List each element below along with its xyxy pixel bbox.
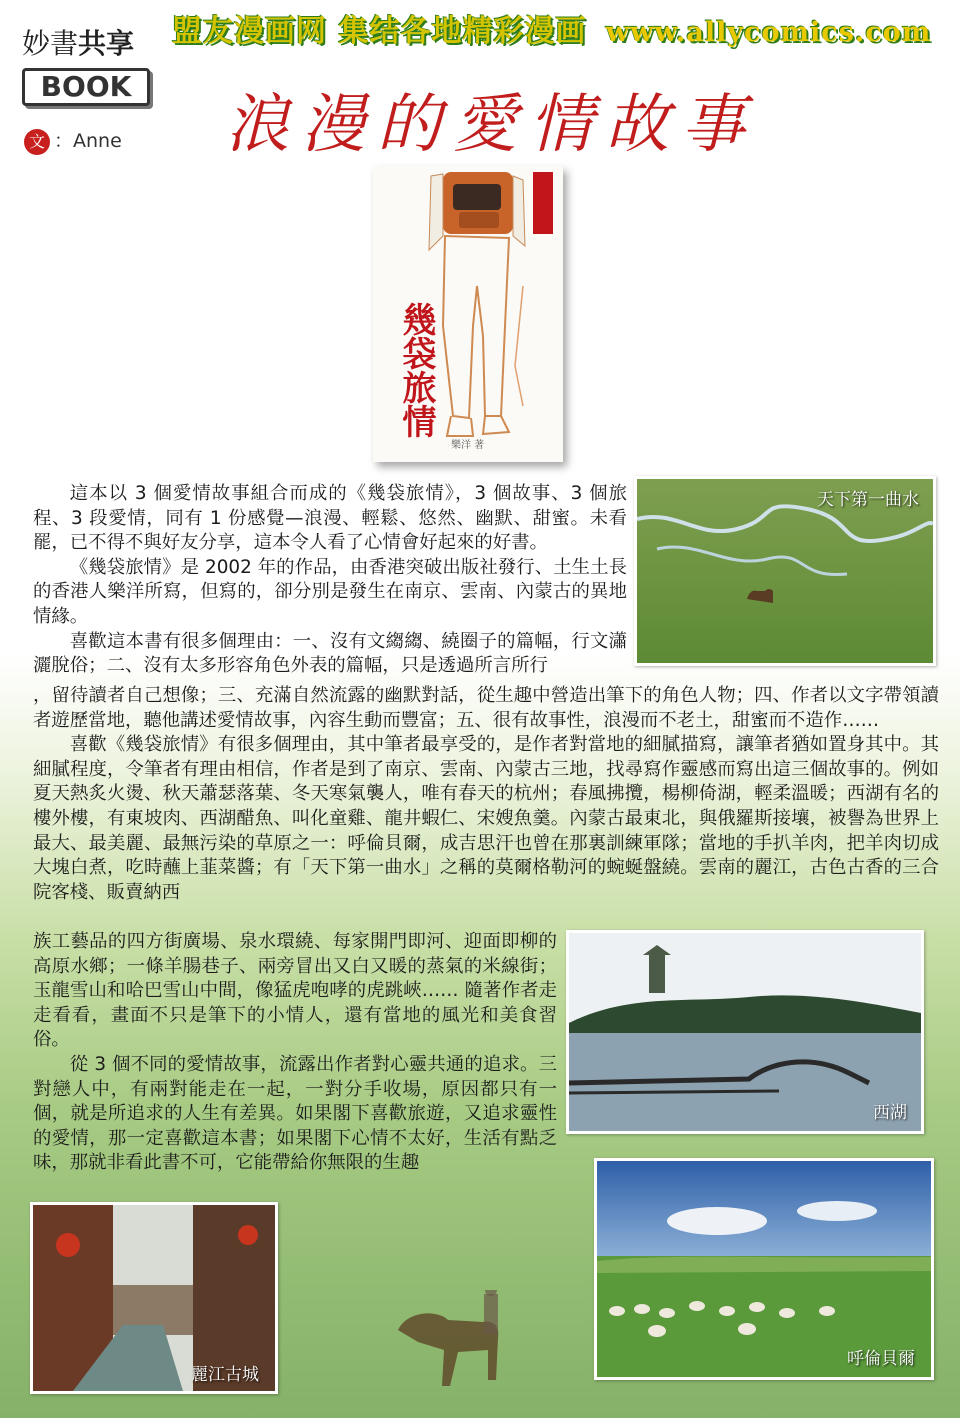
cover-author: 樂洋 著: [451, 440, 485, 451]
photo-westlake: [566, 930, 924, 1134]
paragraph: 喜歡這本書有很多個理由：一、沒有文縐縐、繞圈子的篇幅，行文瀟灑脫俗；二、沒有太多形容角色外表的篇幅，只是透過所言所行: [33, 630, 627, 677]
photo-hulunbuir: [594, 1158, 934, 1380]
book-cover: [373, 166, 563, 462]
paragraph: 《幾袋旅情》是 2002 年的作品，由香港突破出版社發行、土生土長的香港人樂洋所寫，但寫的，卻分別是發生在南京、雲南、內蒙古的異地情緣。: [33, 556, 627, 627]
paragraph: 從 3 個不同的愛情故事，流露出作者對心靈共通的追求。三對戀人中，有兩對能走在一起，一對分手收場，原因都只有一個，就是所追求的人生有差異。如果閣下喜歡旅遊，又追求靈性的愛情，那一定喜歡這本書；如果閣下心情不太好，生活有點乏味，那就非看此書不可，它能帶給你無限的生趣: [33, 1053, 557, 1174]
caption-westlake: 西湖: [873, 1103, 907, 1123]
section-label-prefix: 妙書: [22, 27, 79, 60]
photo-lijiang: [30, 1202, 278, 1394]
caption-lijiang: 麗江古城: [191, 1365, 259, 1385]
text-block-narrow: [33, 930, 557, 1176]
text-block-full: [33, 684, 939, 905]
photo-river: [634, 476, 936, 666]
author-line: [24, 126, 122, 155]
paragraph: 喜歡《幾袋旅情》有很多個理由，其中筆者最享受的，是作者對當地的細膩描寫，讓筆者猶如置身其中。其細膩程度，令筆者有理由相信，作者是到了南京、雲南、內蒙古三地，找尋寫作靈感而寫出這三個故事的。例如夏天熱炙火燙、秋天蕭瑟落葉、冬天寒氣襲人，唯有春天的杭州；春風拂攬，楊柳倚湖，輕柔溫暖；西湖有名的樓外樓，有東坡肉、西湖醋魚、叫化童雞、龍井蝦仁、宋嫂魚羹。內蒙古最東北，與俄羅斯接壤，被譽為世界上最大、最美麗、最無污染的草原之一：呼倫貝爾，成吉思汗也曾在那裏訓練軍隊；當地的手扒羊肉，把羊肉切成大塊白煮，吃時蘸上韮菜醬；有「天下第一曲水」之稱的莫爾格勒河的蜿蜒盤繞。雲南的麗江，古色古香的三合院客棧、販賣納西: [33, 734, 939, 903]
cover-publisher-strip: [533, 172, 553, 234]
banner-text: 盟友漫画网 集结各地精彩漫画: [172, 14, 587, 49]
horse-rider-decoration: [388, 1290, 518, 1400]
caption-river: 天下第一曲水: [817, 490, 919, 510]
author-name: ：Anne: [54, 130, 122, 152]
caption-hulunbuir: 呼倫貝爾: [847, 1349, 915, 1369]
text-block-top: [33, 482, 627, 679]
site-banner: [172, 10, 952, 54]
article-title: 浪漫的愛情故事: [225, 88, 757, 162]
westlake-image: [569, 933, 921, 1131]
cover-title: 幾袋旅情: [396, 302, 436, 438]
book-badge: BOOK: [22, 68, 150, 106]
section-label: [22, 22, 134, 62]
banner-url[interactable]: www.allycomics.com: [605, 17, 932, 48]
paragraph: 族工藝品的四方街廣場、泉水環繞、每家開門即河、迎面即柳的高原水鄉；一條羊腸巷子、兩旁冒出又白又暖的蒸氣的米線街；玉龍雪山和哈巴雪山中間，像猛虎咆哮的虎跳峽…… 隨著作者走走看看，畫面不只是筆下的小情人，還有當地的風光和美食習俗。: [33, 931, 557, 1051]
paragraph: ，留待讀者自己想像；三、充滿自然流露的幽默對話，從生趣中營造出筆下的角色人物；四、作者以文字帶領讀者遊歷當地，聽他講述愛情故事，內容生動而豐富；五、很有故事性，浪漫而不老土，甜蜜而不造作……: [33, 685, 939, 731]
section-label-bold: 共享: [78, 27, 135, 60]
author-marker: 文: [24, 129, 50, 155]
paragraph: 這本以 3 個愛情故事組合而成的《幾袋旅情》，3 個故事、3 個旅程、3 段愛情，同有 1 份感覺—浪漫、輕鬆、悠然、幽默、甜蜜。未看罷，已不得不與好友分享，這本令人看了心情會好起來的好書。: [33, 483, 627, 554]
